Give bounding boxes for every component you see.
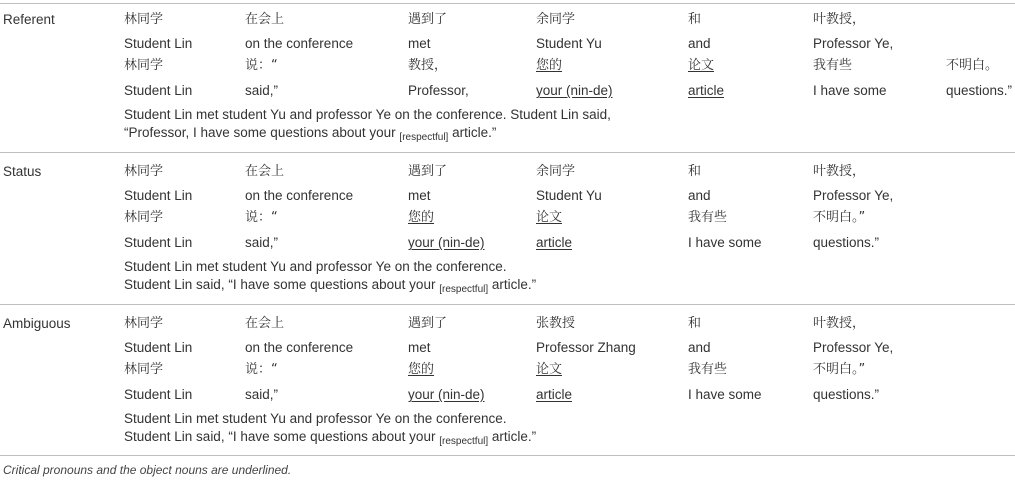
gloss-word: on the conference xyxy=(245,188,354,203)
gloss-word: Student Lin xyxy=(124,235,193,250)
gloss-word: Professor Ye, xyxy=(813,188,894,203)
zh-word-pronoun: 您的 xyxy=(408,210,435,225)
zh-word: 和 xyxy=(688,164,702,179)
zh-word: 林同学 xyxy=(124,58,164,73)
gloss-word: I have some xyxy=(688,387,762,402)
group-divider xyxy=(0,152,1015,153)
gloss-word-object-noun: article xyxy=(688,83,725,98)
gloss-word-pronoun: your (nin-de) xyxy=(408,387,485,402)
gloss-word: I have some xyxy=(813,83,887,98)
row-label: Status xyxy=(3,164,42,179)
gloss-word: questions.” xyxy=(813,235,880,250)
gloss-word: Student Yu xyxy=(536,36,602,51)
gloss-word-object-noun: article xyxy=(536,387,573,402)
gloss-word: said,” xyxy=(245,83,279,98)
gloss-word: Student Lin xyxy=(124,340,193,355)
zh-word: 林同学 xyxy=(124,210,164,225)
translation-line: Student Lin met student Yu and professor Ye on the conference. xyxy=(124,259,507,274)
group-divider xyxy=(0,304,1015,305)
gloss-word: and xyxy=(688,188,711,203)
gloss-word: and xyxy=(688,340,711,355)
zh-word: 不明白。” xyxy=(813,210,866,225)
zh-word-object-noun: 论文 xyxy=(688,58,715,73)
gloss-word: and xyxy=(688,36,711,51)
zh-word: 遇到了 xyxy=(408,12,448,27)
zh-word: 叶教授， xyxy=(813,316,866,331)
gloss-word-object-noun: article xyxy=(536,235,573,250)
gloss-word: Professor Zhang xyxy=(536,340,636,355)
gloss-word: Student Lin xyxy=(124,83,193,98)
gloss-word: met xyxy=(408,340,431,355)
gloss-word: Professor Ye, xyxy=(813,340,894,355)
zh-word: 林同学 xyxy=(124,164,164,179)
gloss-word: said,” xyxy=(245,235,279,250)
zh-word: 说：“ xyxy=(245,362,278,377)
zh-word: 在会上 xyxy=(245,12,285,27)
translation-line: Student Lin said, “I have some questions about your $_{[respectful]}$ article.” xyxy=(124,429,537,447)
gloss-word: Professor, xyxy=(408,83,469,98)
zh-word: 说：“ xyxy=(245,58,278,73)
gloss-word: questions.” xyxy=(813,387,880,402)
zh-word: 我有些 xyxy=(688,210,728,225)
zh-word: 不明白。 xyxy=(946,58,999,73)
gloss-word: I have some xyxy=(688,235,762,250)
zh-word: 林同学 xyxy=(124,316,164,331)
row-label: Ambiguous xyxy=(3,316,71,331)
zh-word-pronoun: 您的 xyxy=(536,58,563,73)
zh-word: 不明白。” xyxy=(813,362,866,377)
gloss-word: Professor Ye, xyxy=(813,36,894,51)
respectful-subscript: [respectful] xyxy=(399,132,449,143)
zh-word: 教授， xyxy=(408,58,448,73)
row-label: Referent xyxy=(3,12,55,27)
respectful-subscript: [respectful] xyxy=(439,284,489,295)
zh-word: 张教授 xyxy=(536,316,576,331)
respectful-subscript: [respectful] xyxy=(439,436,489,447)
zh-word: 我有些 xyxy=(813,58,853,73)
gloss-word: questions.” xyxy=(946,83,1013,98)
gloss-word-pronoun: your (nin-de) xyxy=(536,83,613,98)
zh-word-pronoun: 您的 xyxy=(408,362,435,377)
table-top-rule xyxy=(0,3,1015,4)
zh-word: 在会上 xyxy=(245,316,285,331)
zh-word: 遇到了 xyxy=(408,316,448,331)
gloss-word: Student Lin xyxy=(124,387,193,402)
translation-line: Student Lin met student Yu and professor Ye on the conference. xyxy=(124,411,507,426)
gloss-word: on the conference xyxy=(245,340,354,355)
zh-word-object-noun: 论文 xyxy=(536,362,563,377)
zh-word: 说：“ xyxy=(245,210,278,225)
zh-word: 和 xyxy=(688,12,702,27)
zh-word: 林同学 xyxy=(124,12,164,27)
zh-word: 叶教授， xyxy=(813,164,866,179)
gloss-word: on the conference xyxy=(245,36,354,51)
gloss-word: Student Lin xyxy=(124,36,193,51)
gloss-word: Student Yu xyxy=(536,188,602,203)
zh-word: 在会上 xyxy=(245,164,285,179)
gloss-word: said,” xyxy=(245,387,279,402)
gloss-word: met xyxy=(408,188,431,203)
zh-word: 和 xyxy=(688,316,702,331)
zh-word: 遇到了 xyxy=(408,164,448,179)
zh-word: 林同学 xyxy=(124,362,164,377)
zh-word: 叶教授， xyxy=(813,12,866,27)
translation-line: Student Lin met student Yu and professor Ye on the conference. Student Lin said, xyxy=(124,107,611,122)
zh-word: 我有些 xyxy=(688,362,728,377)
gloss-word: Student Lin xyxy=(124,188,193,203)
gloss-word: met xyxy=(408,36,431,51)
gloss-word-pronoun: your (nin-de) xyxy=(408,235,485,250)
zh-word-object-noun: 论文 xyxy=(536,210,563,225)
zh-word: 余同学 xyxy=(536,12,576,27)
translation-line: “Professor, I have some questions about your $_{[respectful]}$ article.” xyxy=(124,125,497,143)
translation-line: Student Lin said, “I have some questions about your $_{[respectful]}$ article.” xyxy=(124,277,537,295)
table-footnote: Critical pronouns and the object nouns are underlined. xyxy=(3,463,292,477)
table-bottom-rule xyxy=(0,455,1015,456)
zh-word: 余同学 xyxy=(536,164,576,179)
